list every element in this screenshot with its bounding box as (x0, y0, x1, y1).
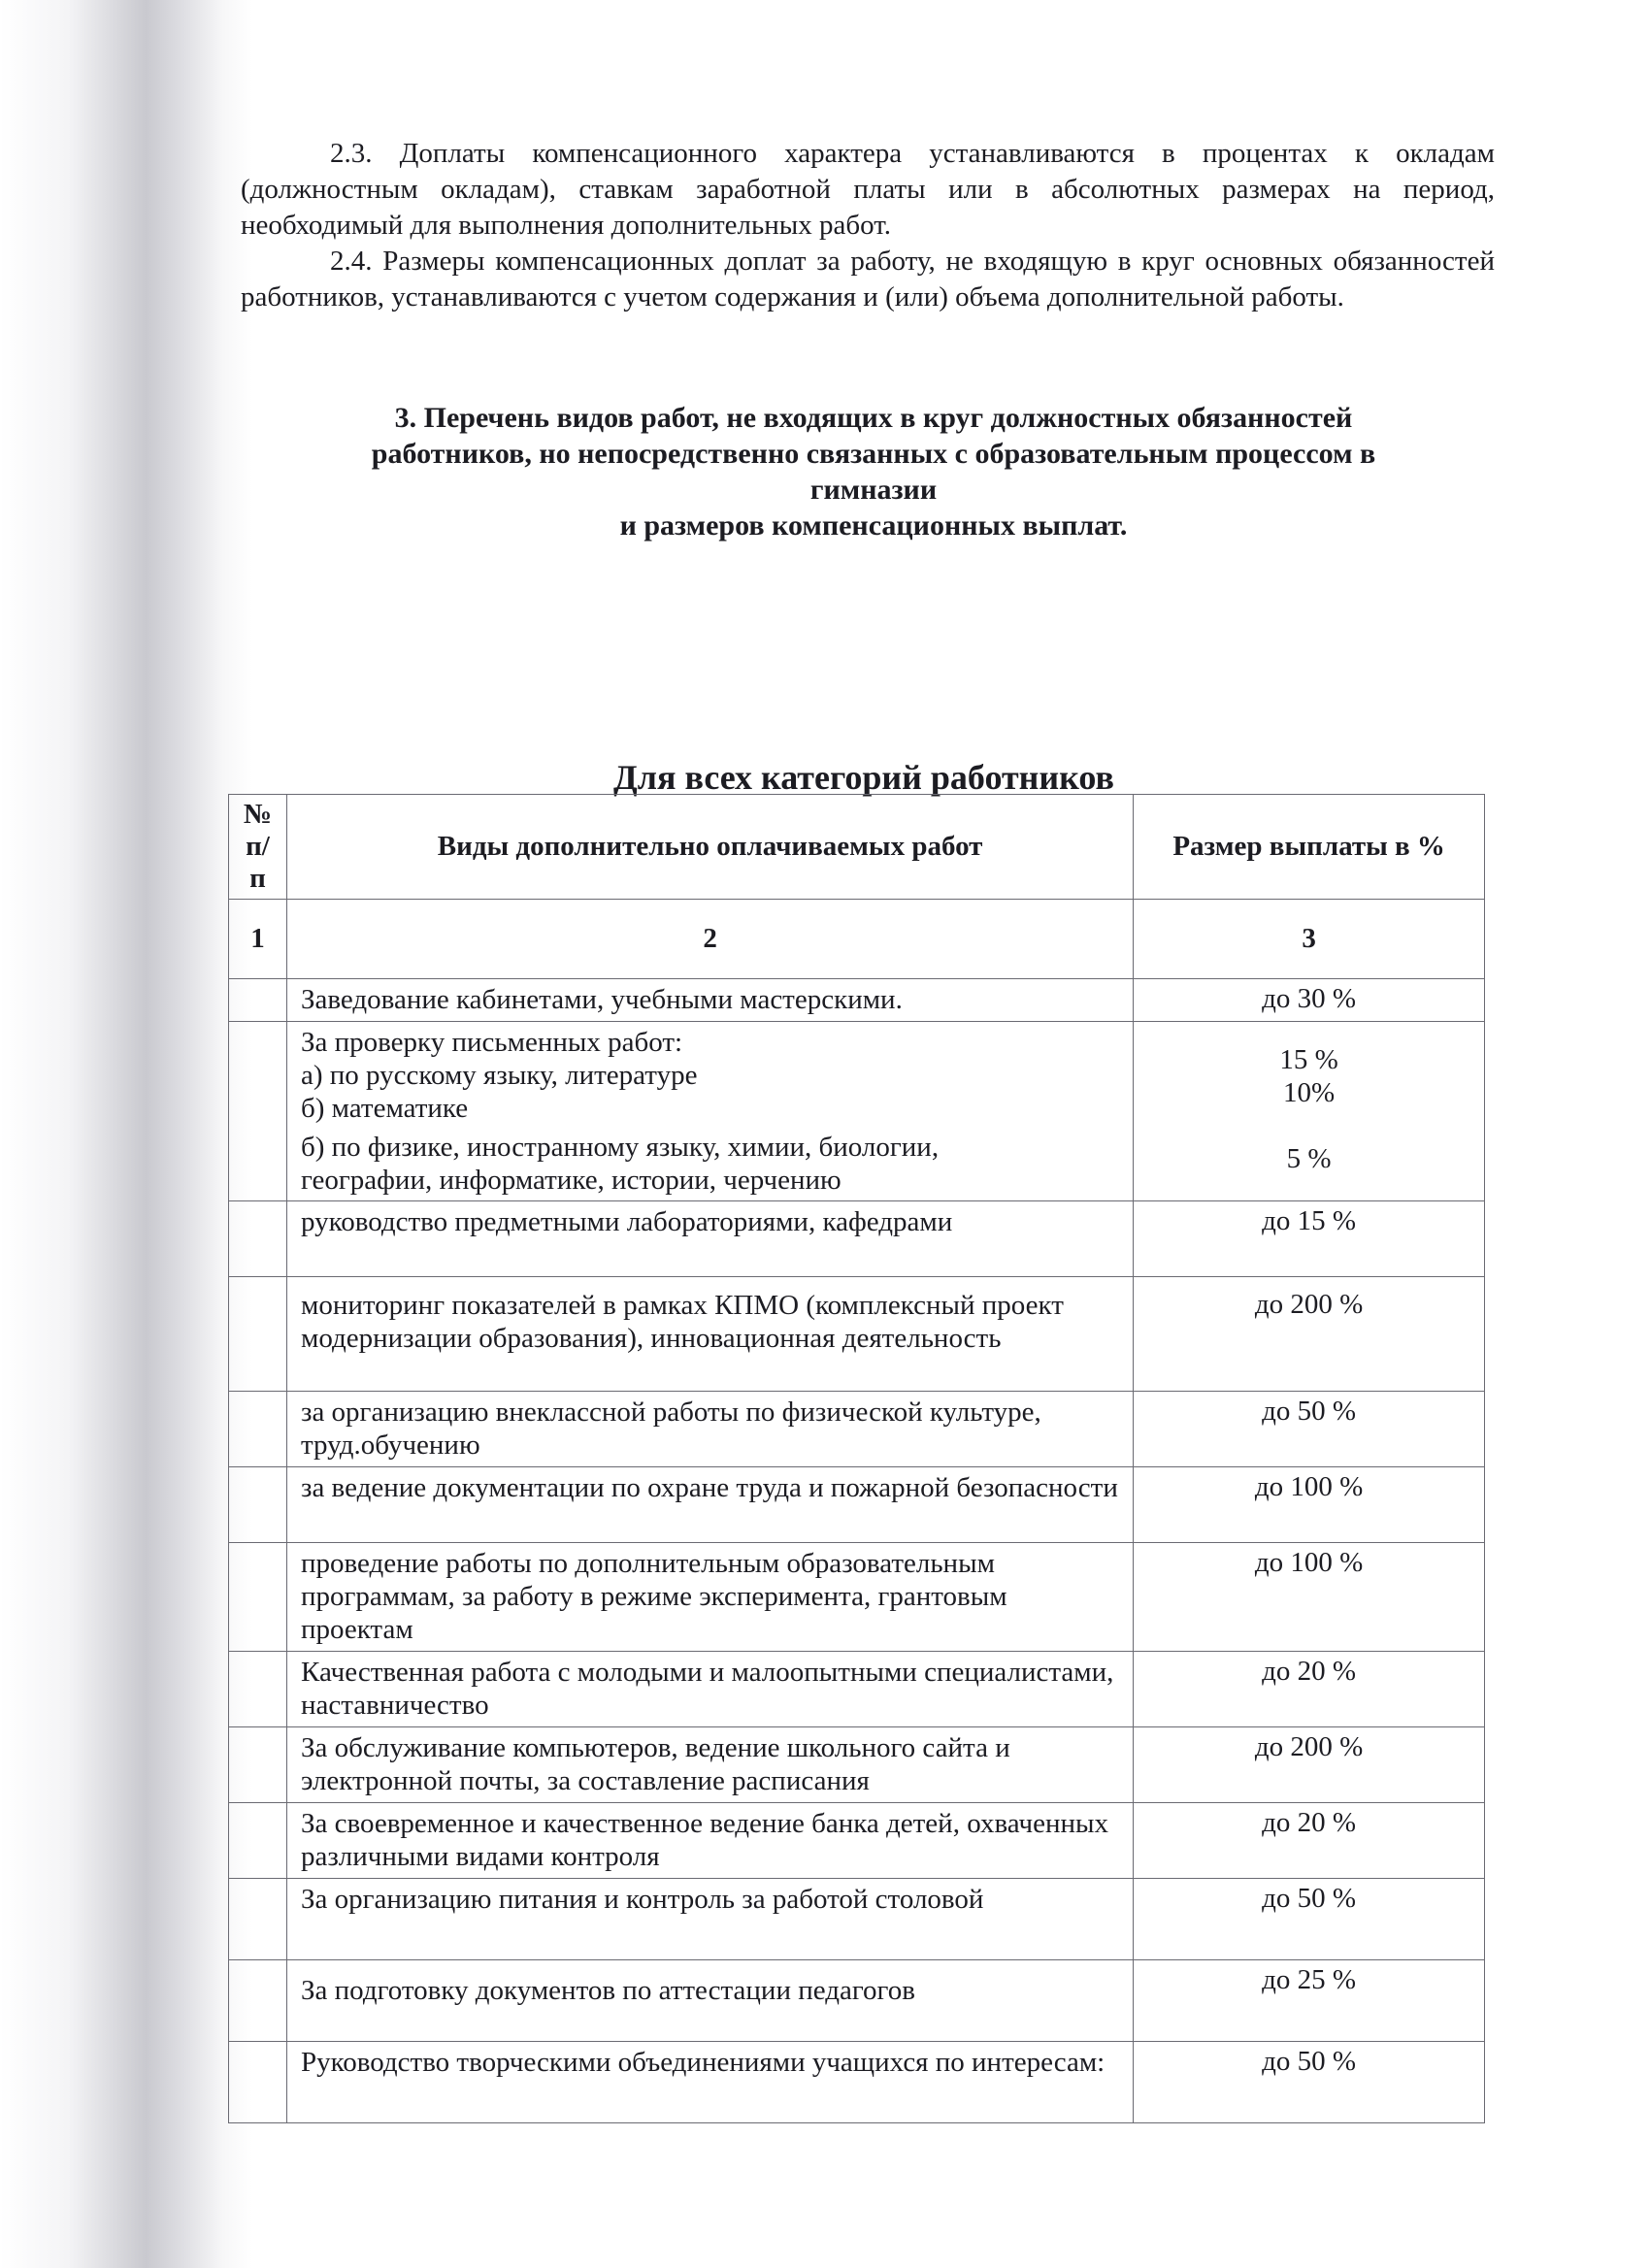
size-line: 15 % (1279, 1044, 1338, 1075)
row-number-cell (229, 1022, 287, 1201)
row-number-cell (229, 1201, 287, 1277)
table-row (229, 1960, 1485, 2042)
table-row (229, 1652, 1485, 1727)
table-row (229, 1201, 1485, 1277)
table-row (229, 1543, 1485, 1652)
table-row (229, 1879, 1485, 1960)
table-row (229, 979, 1485, 1022)
column-number: 2 (286, 900, 1133, 979)
heading-line: и размеров компенсационных выплат. (619, 509, 1128, 542)
size-cell: до 50 % (1134, 1392, 1485, 1467)
size-cell: до 50 % (1134, 2042, 1485, 2123)
size-cell (1134, 1022, 1485, 1201)
size-cell: до 200 % (1134, 1277, 1485, 1392)
table-row (229, 2042, 1485, 2123)
size-line: 10% (1283, 1077, 1336, 1108)
work-cell: мониторинг показателей в рамках КПМО (комплексный проект модернизации образования), инновационная деятельность (286, 1277, 1133, 1392)
heading-line: гимназии (809, 474, 938, 506)
row-number-cell (229, 1392, 287, 1467)
section-3-heading (291, 400, 1456, 543)
paragraph-2-4: 2.4. Размеры компенсационных доплат за работу, не входящую в круг основных обязанностей работников, устанавливаются с учетом содержания и (или) объема дополнительной работы. (241, 246, 1495, 312)
column-number: 3 (1134, 900, 1485, 979)
size-cell: до 100 % (1134, 1543, 1485, 1652)
table-title: Для всех категорий работников (613, 758, 1114, 797)
work-cell: проведение работы по дополнительным образовательным программам, за работу в режиме эксперимента, грантовым проектам (286, 1543, 1133, 1652)
size-cell: до 200 % (1134, 1727, 1485, 1803)
size-cell: до 15 % (1134, 1201, 1485, 1277)
row-number-cell (229, 1467, 287, 1543)
row-number-cell (229, 1652, 287, 1727)
work-line: б) по физике, иностранному языку, химии, биологии, (300, 1132, 940, 1163)
work-cell: За подготовку документов по аттестации педагогов (286, 1960, 1133, 2042)
work-line: б) математике (300, 1093, 469, 1124)
work-cell: за организацию внеклассной работы по физической культуре, труд.обучению (286, 1392, 1133, 1467)
size-cell: до 30 % (1134, 979, 1485, 1022)
scan-binding-shadow (0, 0, 252, 2268)
work-line: За проверку письменных работ: (300, 1027, 683, 1058)
size-line: 5 % (1286, 1143, 1332, 1174)
table-header-row (229, 795, 1485, 900)
table-row (229, 1467, 1485, 1543)
heading-line: 3. Перечень видов работ, не входящих в круг должностных обязанностей (394, 402, 1353, 434)
row-number-cell (229, 1803, 287, 1879)
work-cell: Заведование кабинетами, учебными мастерскими. (286, 979, 1133, 1022)
size-cell: до 20 % (1134, 1652, 1485, 1727)
column-number-row (229, 900, 1485, 979)
row-number-cell (229, 1879, 287, 1960)
payments-table (228, 794, 1485, 2123)
work-cell: за ведение документации по охране труда и пожарной безопасности (286, 1467, 1133, 1543)
size-cell: до 100 % (1134, 1467, 1485, 1543)
header-num: № п/п (229, 795, 287, 900)
work-cell: Качественная работа с молодыми и малоопытными специалистами, наставничество (286, 1652, 1133, 1727)
header-work: Виды дополнительно оплачиваемых работ (286, 795, 1133, 900)
table-row (229, 1727, 1485, 1803)
row-number-cell (229, 1727, 287, 1803)
row-number-cell (229, 979, 287, 1022)
body-text (241, 136, 1495, 315)
row-number-cell (229, 1960, 287, 2042)
size-cell: до 25 % (1134, 1960, 1485, 2042)
work-cell: руководство предметными лабораториями, кафедрами (286, 1201, 1133, 1277)
paragraph-2-3: 2.3. Доплаты компенсационного характера устанавливаются в процентах к окладам (должностным окладам), ставкам заработной платы или в абсолютных размерах на период, необходимый для выполнения дополнительных работ. (241, 138, 1495, 241)
work-line: а) по русскому языку, литературе (300, 1060, 698, 1091)
heading-line: работников, но непосредственно связанных с образовательным процессом в (371, 438, 1376, 470)
table-row (229, 1277, 1485, 1392)
table-row (229, 1022, 1485, 1201)
work-cell: Руководство творческими объединениями учащихся по интересам: (286, 2042, 1133, 2123)
size-cell: до 50 % (1134, 1879, 1485, 1960)
table-row (229, 1392, 1485, 1467)
row-number-cell (229, 2042, 287, 2123)
work-cell: За организацию питания и контроль за работой столовой (286, 1879, 1133, 1960)
work-cell: За обслуживание компьютеров, ведение школьного сайта и электронной почты, за составление расписания (286, 1727, 1133, 1803)
row-number-cell (229, 1543, 287, 1652)
column-number: 1 (229, 900, 287, 979)
row-number-cell (229, 1277, 287, 1392)
work-cell: За своевременное и качественное ведение банка детей, охваченных различными видами контроля (286, 1803, 1133, 1879)
table-row (229, 1803, 1485, 1879)
work-cell (286, 1022, 1133, 1201)
size-cell: до 20 % (1134, 1803, 1485, 1879)
work-line: географии, информатике, истории, черчению (300, 1165, 842, 1196)
header-size: Размер выплаты в % (1134, 795, 1485, 900)
